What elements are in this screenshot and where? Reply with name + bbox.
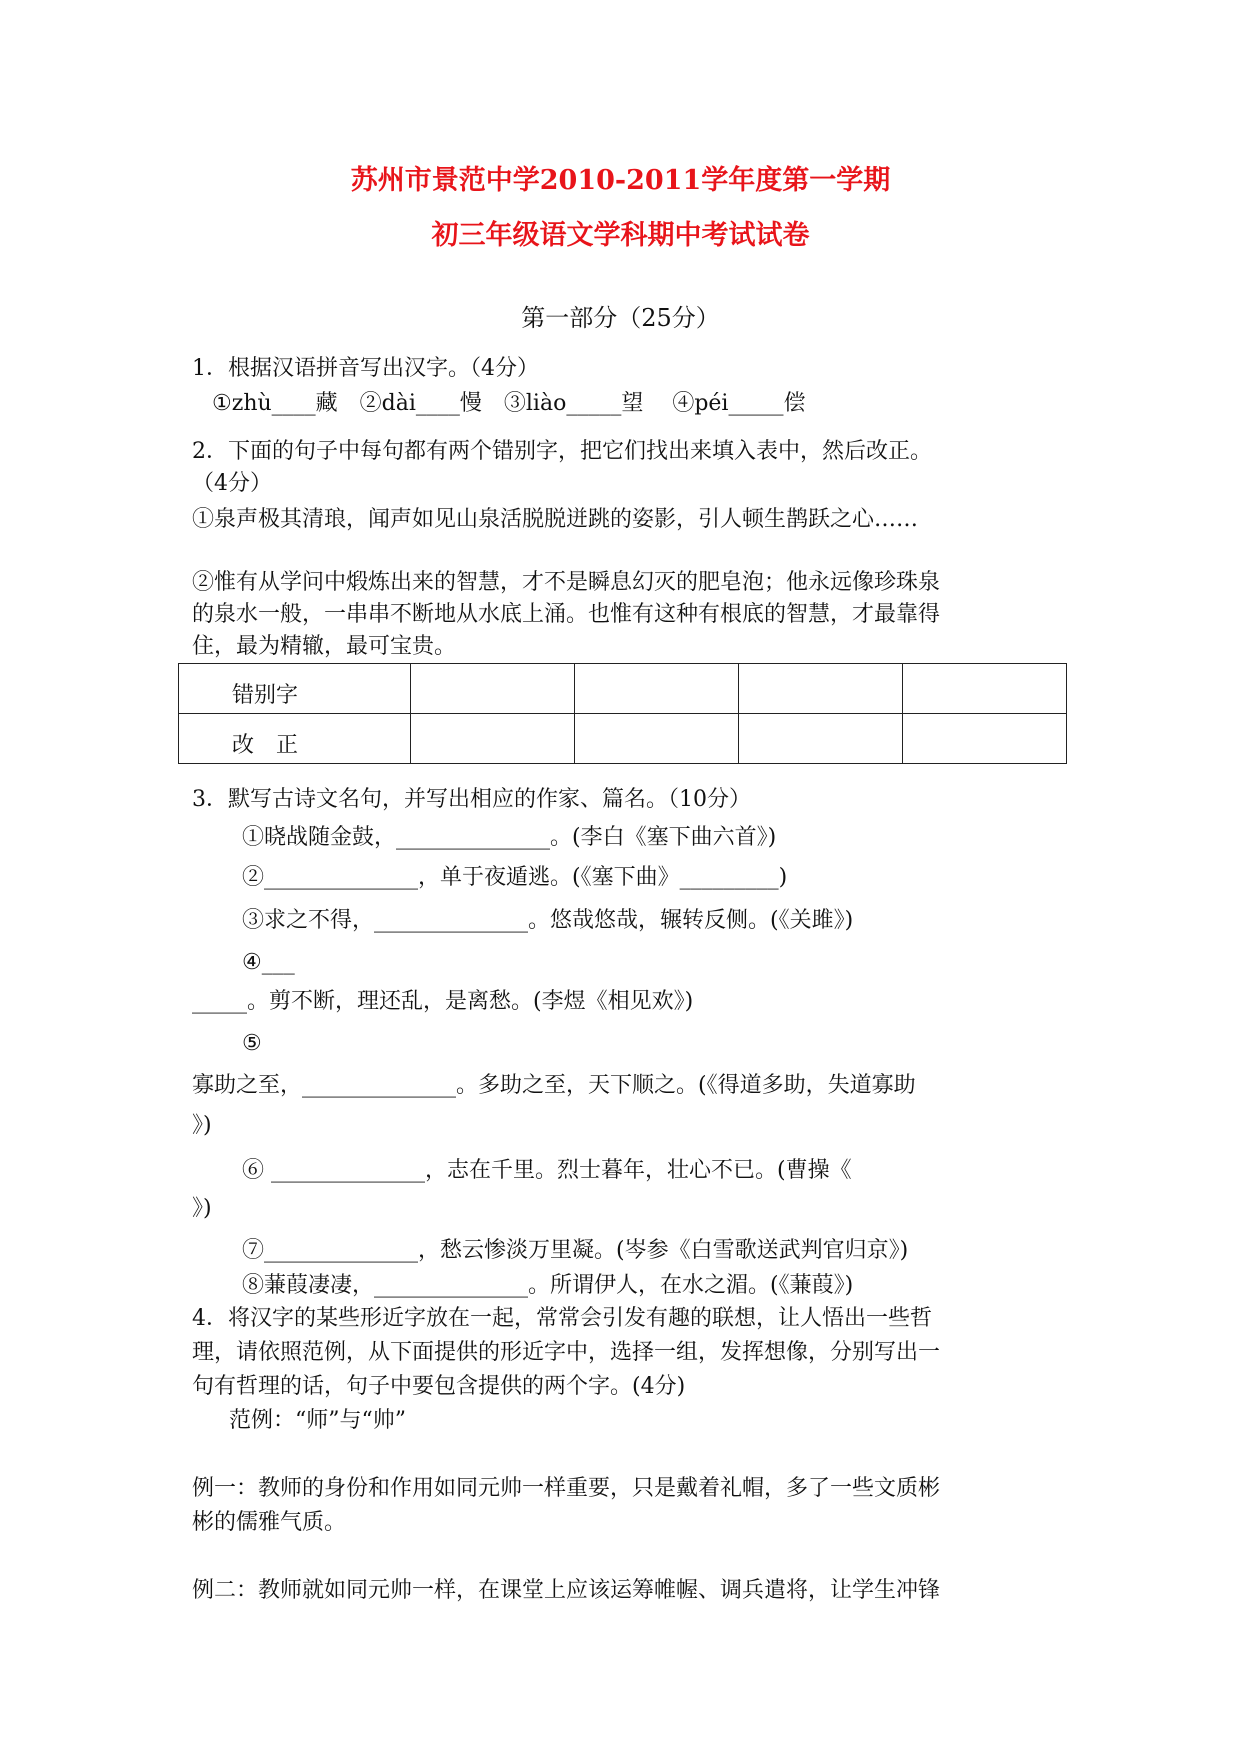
q1-items: ①zhù____藏 ②dài____慢 ③liào_____望 ④péi_____偿 bbox=[212, 391, 806, 416]
table-cell[interactable] bbox=[575, 714, 739, 764]
q2-sentence-2-line1: ②惟有从学问中煅炼出来的智慧，才不是瞬息幻灭的肥皂泡；他永远像珍珠泉 bbox=[192, 570, 941, 595]
q3-item-1: ①晓战随金鼓，______________。(李白《塞下曲六首》) bbox=[242, 825, 777, 850]
table-row bbox=[179, 714, 1067, 764]
table-cell[interactable] bbox=[739, 664, 903, 714]
table-cell[interactable] bbox=[575, 664, 739, 714]
table-label-correct: 改 正 bbox=[179, 714, 411, 764]
q3-item-6a: ⑥ ______________，志在千里。烈士暮年，壮心不已。(曹操《 bbox=[242, 1158, 852, 1183]
doc-title-line1: 苏州市景范中学2010-2011学年度第一学期 bbox=[350, 165, 891, 196]
q3-prompt: 3．默写古诗文名句，并写出相应的作家、篇名。（10分） bbox=[192, 787, 751, 812]
q3-item-3: ③求之不得，______________。悠哉悠哉，辗转反侧。(《关雎》) bbox=[242, 908, 854, 933]
q4-line-2: 理，请依照范例，从下面提供的形近字中，选择一组，发挥想像，分别写出一 bbox=[192, 1340, 941, 1365]
q3-item-6b: 》) bbox=[192, 1196, 212, 1221]
table-cell[interactable] bbox=[739, 714, 903, 764]
q4-example-1-line1: 例一：教师的身份和作用如同元帅一样重要，只是戴着礼帽，多了一些文质彬 bbox=[192, 1476, 941, 1501]
q2-sentence-2-line3: 住，最为精辙，最可宝贵。 bbox=[192, 634, 457, 659]
table-cell[interactable] bbox=[411, 714, 575, 764]
q3-item-4b: _____。剪不断，理还乱，是离愁。(李煜《相见欢》) bbox=[192, 989, 694, 1014]
q2-sentence-2-line2: 的泉水一般，一串串不断地从水底上涌。也惟有这种有根底的智慧，才最靠得 bbox=[192, 602, 941, 627]
q4-line-3: 句有哲理的话，句子中要包含提供的两个字。(4分) bbox=[192, 1374, 686, 1399]
table-row bbox=[179, 664, 1067, 714]
q3-item-7: ⑦______________，愁云惨淡万里凝。(岑参《白雪歌送武判官归京》) bbox=[242, 1238, 909, 1263]
q2-score: （4分） bbox=[192, 471, 272, 496]
q2-sentence-1: ①泉声极其清琅，闻声如见山泉活脱脱迸跳的姿影，引人顿生鹊跃之心…… bbox=[192, 507, 919, 532]
table-cell[interactable] bbox=[411, 664, 575, 714]
doc-title-line2: 初三年级语文学科期中考试试卷 bbox=[431, 220, 810, 251]
q2-prompt: 2．下面的句子中每句都有两个错别字，把它们找出来填入表中，然后改正。 bbox=[192, 439, 932, 464]
q3-item-4a: ④___ bbox=[242, 950, 295, 975]
section-title: 第一部分（25分） bbox=[521, 304, 720, 332]
correction-table bbox=[178, 663, 1067, 764]
q4-example-2-line1: 例二：教师就如同元帅一样，在课堂上应该运筹帷幄、调兵遣将，让学生冲锋 bbox=[192, 1578, 941, 1603]
q1-prompt: 1．根据汉语拼音写出汉字。（4分） bbox=[192, 356, 539, 381]
table-cell[interactable] bbox=[903, 664, 1067, 714]
table-label-wrong: 错别字 bbox=[179, 664, 411, 714]
q3-item-5b: 寡助之至，______________。多助之至，天下顺之。(《得道多助，失道寡助 bbox=[192, 1073, 916, 1098]
q3-item-5a: ⑤ bbox=[242, 1031, 262, 1056]
q3-item-2: ②______________，单于夜遁逃。(《塞下曲》_________) bbox=[242, 865, 788, 890]
q4-line-1: 4．将汉字的某些形近字放在一起，常常会引发有趣的联想，让人悟出一些哲 bbox=[192, 1306, 932, 1331]
q3-item-8: ⑧蒹葭凄凄，______________。所谓伊人，在水之湄。(《蒹葭》) bbox=[242, 1273, 854, 1298]
q3-item-5c: 》) bbox=[192, 1113, 212, 1138]
q4-example-label: 范例：“师”与“帅” bbox=[229, 1408, 406, 1433]
q4-example-1-line2: 彬的儒雅气质。 bbox=[192, 1510, 347, 1535]
table-cell[interactable] bbox=[903, 714, 1067, 764]
